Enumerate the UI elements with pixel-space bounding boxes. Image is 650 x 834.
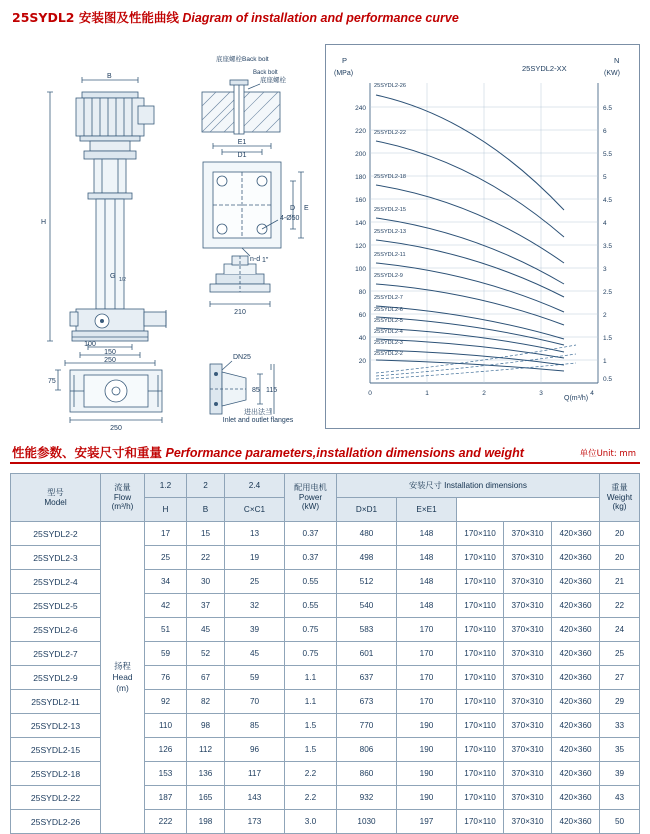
svg-text:1: 1 xyxy=(425,390,429,397)
dim-115: 115 xyxy=(266,387,278,394)
section2-title xyxy=(12,443,524,461)
th-flow-unit: (m³/h) xyxy=(111,502,134,512)
cell-f2: 82 xyxy=(187,690,225,714)
svg-text:140: 140 xyxy=(355,220,366,227)
cell-f2: 98 xyxy=(187,714,225,738)
svg-text:180: 180 xyxy=(355,174,366,181)
svg-text:3.5: 3.5 xyxy=(603,243,613,250)
cell-DD1: 370×310 xyxy=(504,642,552,666)
cell-CC1: 170×110 xyxy=(457,642,504,666)
cell-f2: 45 xyxy=(187,618,225,642)
svg-text:20: 20 xyxy=(358,358,366,365)
cell-CC1: 170×110 xyxy=(457,714,504,738)
cell-model: 25SYDL2-22 xyxy=(11,786,101,810)
cell-EE1: 420×360 xyxy=(552,786,600,810)
cell-f2: 198 xyxy=(187,810,225,834)
cell-EE1: 420×360 xyxy=(552,522,600,546)
cell-f3: 85 xyxy=(225,714,285,738)
cell-B: 190 xyxy=(397,738,457,762)
svg-text:25SYDL2-11: 25SYDL2-11 xyxy=(374,252,406,258)
svg-text:Q(m³/h): Q(m³/h) xyxy=(564,395,589,402)
cell-B: 190 xyxy=(397,714,457,738)
cell-power: 1.5 xyxy=(285,714,337,738)
cell-EE1: 420×360 xyxy=(552,642,600,666)
cell-DD1: 370×310 xyxy=(504,762,552,786)
cell-f3: 96 xyxy=(225,738,285,762)
cell-H: 601 xyxy=(337,642,397,666)
installation-drawing xyxy=(10,34,315,434)
cell-f1: 42 xyxy=(145,594,187,618)
svg-text:80: 80 xyxy=(358,289,366,296)
cell-power: 0.55 xyxy=(285,570,337,594)
cell-f1: 59 xyxy=(145,642,187,666)
cell-CC1: 170×110 xyxy=(457,618,504,642)
cell-DD1: 370×310 xyxy=(504,594,552,618)
head-cn: 扬程 xyxy=(114,661,131,672)
svg-text:160: 160 xyxy=(355,197,366,204)
cell-f3: 45 xyxy=(225,642,285,666)
cell-EE1: 420×360 xyxy=(552,810,600,834)
cell-model: 25SYDL2-5 xyxy=(11,594,101,618)
label-H: H xyxy=(41,219,47,226)
cell-H: 637 xyxy=(337,666,397,690)
cell-weight: 22 xyxy=(600,594,640,618)
nd-label: n-d xyxy=(250,256,261,263)
drawing-panel xyxy=(10,34,640,434)
svg-text:3: 3 xyxy=(603,266,607,273)
cell-f1: 126 xyxy=(145,738,187,762)
svg-text:(MPa): (MPa) xyxy=(334,70,354,77)
cell-weight: 20 xyxy=(600,546,640,570)
cell-model: 25SYDL2-13 xyxy=(11,714,101,738)
th-weight-en: Weight xyxy=(606,492,633,502)
cell-model: 25SYDL2-9 xyxy=(11,666,101,690)
th-power-unit: (kW) xyxy=(301,502,320,512)
svg-text:6.5: 6.5 xyxy=(603,105,613,112)
cell-f3: 13 xyxy=(225,522,285,546)
svg-text:2: 2 xyxy=(603,312,607,319)
cell-model: 25SYDL2-18 xyxy=(11,762,101,786)
svg-text:4: 4 xyxy=(590,390,594,397)
unit-note: 单位Unit: mm xyxy=(579,449,636,459)
svg-text:1: 1 xyxy=(603,358,607,365)
label-hole: 4-Ø50 xyxy=(280,215,300,222)
page-title xyxy=(12,8,459,26)
cell-f1: 51 xyxy=(145,618,187,642)
cell-CC1: 170×110 xyxy=(457,786,504,810)
dim-85: 85 xyxy=(252,387,260,394)
cell-B: 170 xyxy=(397,690,457,714)
cell-EE1: 420×360 xyxy=(552,666,600,690)
table-header-row-1 xyxy=(11,474,640,498)
svg-text:25SYDL2-3: 25SYDL2-3 xyxy=(374,340,403,346)
cell-CC1: 170×110 xyxy=(457,810,504,834)
th-dim-EE1: E×E1 xyxy=(397,498,457,522)
backbolt-en: Back bolt xyxy=(242,56,269,63)
cell-CC1: 170×110 xyxy=(457,738,504,762)
cell-CC1: 170×110 xyxy=(457,546,504,570)
th-dim-CC1: C×C1 xyxy=(225,498,285,522)
th-flow-en: Flow xyxy=(113,492,132,502)
cell-f3: 25 xyxy=(225,570,285,594)
cell-f1: 25 xyxy=(145,546,187,570)
svg-text:25SYDL2-9: 25SYDL2-9 xyxy=(374,273,403,279)
th-dims-cn: 安装尺寸 xyxy=(409,479,442,490)
svg-text:60: 60 xyxy=(358,312,366,319)
cell-weight: 27 xyxy=(600,666,640,690)
th-flow-3: 2.4 xyxy=(225,474,285,498)
cell-DD1: 370×310 xyxy=(504,618,552,642)
dim-210: 210 xyxy=(234,309,246,316)
cell-DD1: 370×310 xyxy=(504,738,552,762)
cell-B: 170 xyxy=(397,618,457,642)
cell-EE1: 420×360 xyxy=(552,546,600,570)
th-dim-B: B xyxy=(187,498,225,522)
svg-text:25SYDL2-13: 25SYDL2-13 xyxy=(374,229,407,235)
cell-model: 25SYDL2-2 xyxy=(11,522,101,546)
th-weight-unit: (kg) xyxy=(612,502,627,512)
svg-text:2.5: 2.5 xyxy=(603,289,613,296)
cell-power: 1.1 xyxy=(285,666,337,690)
svg-text:4.5: 4.5 xyxy=(603,197,613,204)
cell-B: 170 xyxy=(397,642,457,666)
svg-text:0.5: 0.5 xyxy=(603,376,613,383)
cell-model: 25SYDL2-4 xyxy=(11,570,101,594)
cell-power: 0.55 xyxy=(285,594,337,618)
cell-DD1: 370×310 xyxy=(504,714,552,738)
label-DN25: DN25 xyxy=(233,354,251,361)
svg-text:6: 6 xyxy=(603,128,607,135)
spec-table xyxy=(10,473,640,834)
th-dims xyxy=(337,474,600,498)
dim-250-plan: 250 xyxy=(110,425,122,432)
cell-f1: 17 xyxy=(145,522,187,546)
flange-caption xyxy=(188,407,328,424)
cell-EE1: 420×360 xyxy=(552,714,600,738)
cell-EE1: 420×360 xyxy=(552,762,600,786)
label-backbolt-en: Back bolt xyxy=(253,70,278,76)
cell-H: 512 xyxy=(337,570,397,594)
cell-DD1: 370×310 xyxy=(504,786,552,810)
svg-text:200: 200 xyxy=(355,151,366,158)
cell-weight: 33 xyxy=(600,714,640,738)
cell-f3: 19 xyxy=(225,546,285,570)
svg-text:25SYDL2-15: 25SYDL2-15 xyxy=(374,207,407,213)
cell-EE1: 420×360 xyxy=(552,594,600,618)
cell-B: 197 xyxy=(397,810,457,834)
cell-EE1: 420×360 xyxy=(552,738,600,762)
svg-text:2: 2 xyxy=(482,390,486,397)
cell-model: 25SYDL2-26 xyxy=(11,810,101,834)
cell-f2: 30 xyxy=(187,570,225,594)
cell-DD1: 370×310 xyxy=(504,666,552,690)
th-model xyxy=(11,474,101,522)
spec-table-wrap xyxy=(10,473,640,834)
cell-CC1: 170×110 xyxy=(457,666,504,690)
table-row xyxy=(11,522,640,546)
svg-text:240: 240 xyxy=(355,105,366,112)
cell-f1: 153 xyxy=(145,762,187,786)
label-B: B xyxy=(107,73,112,80)
cell-head-label xyxy=(101,522,145,834)
cell-f2: 112 xyxy=(187,738,225,762)
cell-power: 1.1 xyxy=(285,690,337,714)
label-one-inch: 1" xyxy=(262,257,269,264)
cell-f3: 173 xyxy=(225,810,285,834)
cell-CC1: 170×110 xyxy=(457,762,504,786)
cell-H: 806 xyxy=(337,738,397,762)
cell-model: 25SYDL2-6 xyxy=(11,618,101,642)
cell-f3: 117 xyxy=(225,762,285,786)
cell-H: 770 xyxy=(337,714,397,738)
dim-75: 75 xyxy=(48,378,56,385)
cell-f1: 187 xyxy=(145,786,187,810)
svg-text:1.5: 1.5 xyxy=(603,335,613,342)
page-title-cn: 25SYDL2 安装图及性能曲线 xyxy=(12,10,179,25)
label-D1: D1 xyxy=(237,152,247,159)
svg-text:P: P xyxy=(342,56,348,65)
cell-H: 1030 xyxy=(337,810,397,834)
label-D: D xyxy=(290,205,296,212)
cell-weight: 43 xyxy=(600,786,640,810)
th-model-cn: 型号 xyxy=(47,487,64,498)
cell-EE1: 420×360 xyxy=(552,690,600,714)
cell-f1: 92 xyxy=(145,690,187,714)
label-E1: E1 xyxy=(237,139,247,146)
cell-model: 25SYDL2-3 xyxy=(11,546,101,570)
dim-250: 250 xyxy=(104,357,116,364)
th-power xyxy=(285,474,337,522)
svg-text:4: 4 xyxy=(603,220,607,227)
th-flow-1: 1.2 xyxy=(145,474,187,498)
backbolt-cn: 底座螺栓 xyxy=(216,55,242,63)
cell-f3: 70 xyxy=(225,690,285,714)
cell-f2: 52 xyxy=(187,642,225,666)
cell-DD1: 370×310 xyxy=(504,522,552,546)
cell-power: 2.2 xyxy=(285,762,337,786)
cell-weight: 24 xyxy=(600,618,640,642)
cell-f3: 143 xyxy=(225,786,285,810)
cell-f1: 34 xyxy=(145,570,187,594)
th-model-en: Model xyxy=(44,497,67,507)
cell-weight: 20 xyxy=(600,522,640,546)
svg-text:25SYDL2-26: 25SYDL2-26 xyxy=(374,83,407,89)
cell-f1: 110 xyxy=(145,714,187,738)
cell-DD1: 370×310 xyxy=(504,546,552,570)
cell-DD1: 370×310 xyxy=(504,810,552,834)
cell-model: 25SYDL2-7 xyxy=(11,642,101,666)
svg-text:25SYDL2-18: 25SYDL2-18 xyxy=(374,174,407,180)
section2-title-en: Performance parameters,installation dimensions and weight xyxy=(165,446,524,460)
head-unit: (m) xyxy=(116,682,129,693)
cell-H: 498 xyxy=(337,546,397,570)
cell-weight: 25 xyxy=(600,642,640,666)
svg-text:25SYDL2-2: 25SYDL2-2 xyxy=(374,351,403,357)
cell-B: 148 xyxy=(397,522,457,546)
section2-title-cn: 性能参数、安装尺寸和重量 xyxy=(12,445,163,460)
table-body xyxy=(11,522,640,834)
cell-power: 0.75 xyxy=(285,618,337,642)
cell-CC1: 170×110 xyxy=(457,570,504,594)
cell-f2: 37 xyxy=(187,594,225,618)
svg-text:220: 220 xyxy=(355,128,366,135)
cell-model: 25SYDL2-15 xyxy=(11,738,101,762)
cell-DD1: 370×310 xyxy=(504,690,552,714)
svg-text:5: 5 xyxy=(603,174,607,181)
cell-weight: 35 xyxy=(600,738,640,762)
label-E: E xyxy=(304,205,309,212)
cell-model: 25SYDL2-11 xyxy=(11,690,101,714)
cell-f2: 165 xyxy=(187,786,225,810)
cell-B: 190 xyxy=(397,762,457,786)
flange-caption-en: Inlet and outlet flanges xyxy=(222,417,294,424)
cell-f2: 67 xyxy=(187,666,225,690)
cell-f1: 222 xyxy=(145,810,187,834)
cell-weight: 50 xyxy=(600,810,640,834)
svg-text:(KW): (KW) xyxy=(604,70,620,77)
th-weight-cn: 重量 xyxy=(611,482,628,493)
svg-text:120: 120 xyxy=(355,243,366,250)
svg-text:25SYDL2-22: 25SYDL2-22 xyxy=(374,130,407,136)
cell-CC1: 170×110 xyxy=(457,594,504,618)
cell-f2: 22 xyxy=(187,546,225,570)
th-power-cn: 配用电机 xyxy=(294,482,327,493)
cell-power: 1.5 xyxy=(285,738,337,762)
svg-text:25SYDL2-7: 25SYDL2-7 xyxy=(374,295,403,301)
performance-chart xyxy=(325,44,640,429)
cell-CC1: 170×110 xyxy=(457,690,504,714)
dim-150: 150 xyxy=(104,349,116,356)
th-flow-2: 2 xyxy=(187,474,225,498)
cell-f2: 136 xyxy=(187,762,225,786)
th-dims-en: Installation dimensions xyxy=(444,480,527,490)
svg-text:3: 3 xyxy=(539,390,543,397)
cell-H: 932 xyxy=(337,786,397,810)
cell-weight: 29 xyxy=(600,690,640,714)
cell-weight: 39 xyxy=(600,762,640,786)
cell-power: 3.0 xyxy=(285,810,337,834)
svg-text:25SYDL2-5: 25SYDL2-5 xyxy=(374,318,403,324)
cell-B: 170 xyxy=(397,666,457,690)
label-backbolt-cn: 底座螺栓 xyxy=(260,76,286,84)
th-power-en: Power xyxy=(298,492,323,502)
cell-B: 148 xyxy=(397,594,457,618)
cell-B: 148 xyxy=(397,546,457,570)
cell-EE1: 420×360 xyxy=(552,570,600,594)
svg-text:40: 40 xyxy=(358,335,366,342)
cell-CC1: 170×110 xyxy=(457,522,504,546)
cell-H: 860 xyxy=(337,762,397,786)
label-G: G xyxy=(110,273,116,280)
svg-text:25SYDL2-6: 25SYDL2-6 xyxy=(374,307,403,313)
flange-caption-cn: 进出法兰 xyxy=(244,408,272,416)
svg-text:25SYDL2-4: 25SYDL2-4 xyxy=(374,329,403,335)
svg-text:25SYDL2-XX: 25SYDL2-XX xyxy=(522,64,567,73)
th-dim-DD1: D×D1 xyxy=(337,498,397,522)
cell-power: 0.75 xyxy=(285,642,337,666)
cell-B: 190 xyxy=(397,786,457,810)
page-title-en: Diagram of installation and performance curve xyxy=(182,11,459,25)
cell-H: 480 xyxy=(337,522,397,546)
cell-power: 0.37 xyxy=(285,522,337,546)
cell-H: 540 xyxy=(337,594,397,618)
cell-power: 0.37 xyxy=(285,546,337,570)
cell-power: 2.2 xyxy=(285,786,337,810)
svg-text:100: 100 xyxy=(355,266,366,273)
cell-EE1: 420×360 xyxy=(552,618,600,642)
head-en: Head xyxy=(112,672,133,683)
cell-f3: 32 xyxy=(225,594,285,618)
svg-text:5.5: 5.5 xyxy=(603,151,613,158)
cell-H: 583 xyxy=(337,618,397,642)
cell-f1: 76 xyxy=(145,666,187,690)
dim-100: 100 xyxy=(84,341,96,348)
cell-f3: 59 xyxy=(225,666,285,690)
backbolt-note xyxy=(216,54,269,63)
cell-weight: 21 xyxy=(600,570,640,594)
cell-f3: 39 xyxy=(225,618,285,642)
th-dim-H: H xyxy=(145,498,187,522)
cell-DD1: 370×310 xyxy=(504,570,552,594)
cell-B: 148 xyxy=(397,570,457,594)
cell-f2: 15 xyxy=(187,522,225,546)
th-flow-cn: 流量 xyxy=(114,482,131,493)
label-G-sub: 1/2 xyxy=(119,277,126,283)
svg-text:0: 0 xyxy=(368,390,372,397)
divider-red xyxy=(10,462,640,464)
th-flow xyxy=(101,474,145,522)
th-weight xyxy=(600,474,640,522)
svg-text:N: N xyxy=(614,56,620,65)
cell-H: 673 xyxy=(337,690,397,714)
